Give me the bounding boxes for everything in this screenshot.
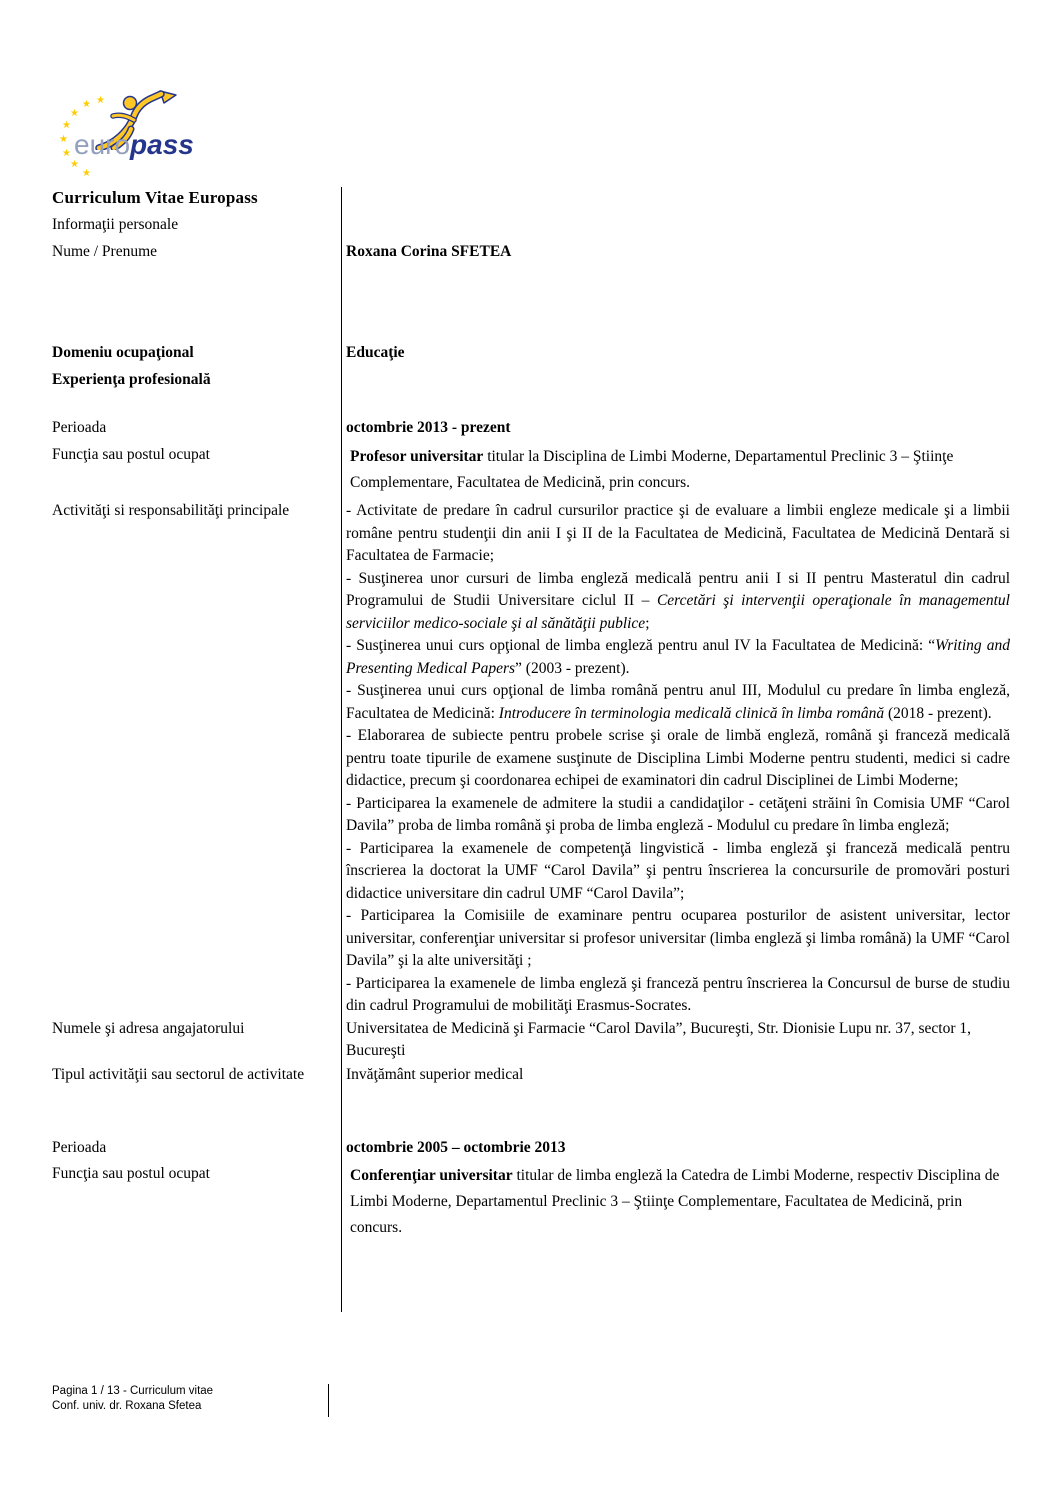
star-icon: ★ xyxy=(70,159,79,170)
row-job2-position xyxy=(52,1163,1010,1241)
page-title: Curriculum Vitae Europass xyxy=(52,188,258,207)
logo-euro-text: euro xyxy=(74,129,131,160)
activity-text: (2018 - prezent). xyxy=(884,704,992,722)
row-title xyxy=(52,187,1010,214)
activity-item: - Elaborarea de subiecte pentru probele scrise şi orale de limbă engleză, română şi franceză medicală pentru toate tipurile de examene susţinute de Disciplina Limbi Moderne pentru studenti, medici si cadre didactice, precum şi coordonarea echipei de examinatori din cadrul Disciplinei de Limbi Moderne; xyxy=(346,727,1010,789)
activity-text: - Susţinerea unui curs opţional de limba română pentru anul III, Modulul cu predare în limba engleză, Facultatea de Medicină: xyxy=(346,682,1010,722)
row-job1-position xyxy=(52,444,1010,500)
experience-heading-spacer xyxy=(341,369,1010,417)
job2-position-value xyxy=(346,1163,1010,1241)
row-occupational-domain xyxy=(52,342,1010,369)
activity-item: - Participarea la examenele de admitere la studii a candidaţilor - cetăţeni străini în Comisia UMF “Carol Davila” proba de limba română şi proba de limba engleză - Modulul cu predare în limba engleză; xyxy=(346,794,1010,834)
experience-heading: Experienţa profesională xyxy=(52,371,211,388)
activity-text: - Susţinerea unui curs opţional de limba engleză pentru anul IV la Facultatea de Medicină: “ xyxy=(346,637,936,654)
row-name xyxy=(52,241,1010,342)
logo-wordmark xyxy=(74,130,194,160)
job1-position-bold: Profesor universitar xyxy=(350,448,484,465)
column-divider xyxy=(341,187,342,1312)
row-job1-period xyxy=(52,417,1010,444)
star-icon: ★ xyxy=(62,148,71,159)
row-job1-employer xyxy=(52,1018,1010,1064)
job2-position-rest: titular de limba engleză la Catedra de Limbi Moderne, respectiv Disciplina de Limbi Moderne, Departamentul Preclinic 3 – Ştiinţe Complementare, Facultatea de Medicină, prin concurs. xyxy=(350,1166,1000,1236)
row-job1-sector xyxy=(52,1064,1010,1137)
footer-author: Conf. univ. dr. Roxana Sfetea xyxy=(52,1400,202,1412)
job2-position-label: Funcţia sau postul ocupat xyxy=(52,1164,210,1182)
name-value: Roxana Corina SFETEA xyxy=(346,243,512,260)
activity-italic-text: Writing and Presenting Medical Papers xyxy=(346,637,1010,677)
activity-item: - Participarea la examenele de competenţă lingvistică - limba engleză şi franceză medicală pentru înscrierea la doctorat la UMF “Carol Davila” şi pentru înscrierea la concursurile de promovări posturi didactice universitare din cadrul UMF “Carol Davila”; xyxy=(346,839,1010,902)
job1-position-rest: titular la Disciplina de Limbi Moderne, Departamentul Preclinic 3 – Ştiinţe Complementare, Facultatea de Medicină, prin concurs. xyxy=(350,448,954,491)
activity-item: - Participarea la examenele de limba engleză şi franceză pentru înscrierea la Concursul de burse de studiu din cadrul Programului de mobilităţi Erasmus-Socrates. xyxy=(346,974,1010,1014)
row-experience-heading xyxy=(52,369,1010,417)
personal-info-label: Informaţii personale xyxy=(52,216,179,233)
job2-period-value: octombrie 2005 – octombrie 2013 xyxy=(346,1138,566,1156)
title-value-spacer xyxy=(341,187,1010,214)
activity-text: ” (2003 - prezent). xyxy=(515,659,630,677)
footer-page-number: Pagina 1 / 13 - Curriculum vitae xyxy=(52,1385,214,1397)
row-personal-info xyxy=(52,214,1010,241)
job1-position-value xyxy=(346,444,1010,496)
europass-logo xyxy=(50,96,200,180)
star-icon: ★ xyxy=(82,99,91,110)
job1-activities-label: Activităţi si responsabilităţi principale xyxy=(52,502,290,519)
job1-period-value: octombrie 2013 - prezent xyxy=(346,419,511,436)
footer-divider xyxy=(328,1384,329,1417)
activity-item xyxy=(346,635,1010,680)
activity-item: - Activitate de predare în cadrul cursurilor practice şi de evaluare a limbii engleze medicale şi a limbii române pentru studenţii din anii I şi II de la Facultatea de Medicină, Facultatea de Medicină Dentară si Facultatea de Farmacie; xyxy=(346,502,1010,564)
job1-sector-value: Invăţământ superior medical xyxy=(346,1065,524,1083)
star-icon: ★ xyxy=(62,120,71,131)
job1-period-label: Perioada xyxy=(52,419,107,436)
job1-position-label: Funcţia sau postul ocupat xyxy=(52,446,210,463)
star-icon: ★ xyxy=(70,108,79,119)
page-footer xyxy=(52,1384,552,1414)
activity-item xyxy=(346,680,1010,725)
activity-item: - Participarea la Comisiile de examinare pentru ocuparea posturilor de asistent universitar, lector universitar, conferenţiar universitar si profesor universitar (limba engleză şi limba română) la UMF “Carol Davila” şi la alte universităţi ; xyxy=(346,907,1010,969)
activity-italic-text: Introducere în terminologia medicală clinică în limba română xyxy=(498,704,885,722)
job1-sector-label: Tipul activităţii sau sectorul de activitate xyxy=(52,1065,305,1083)
job1-employer-value: Universitatea de Medicină şi Farmacie “Carol Davila”, Bucureşti, Str. Dionisie Lupu nr. 37, sector 1, Bucureşti xyxy=(346,1019,972,1059)
occupational-domain-value: Educaţie xyxy=(346,344,405,361)
activity-text: - Susţinerea unor cursuri de limba engleză medicală pentru anii I si II pentru Masteratul din cadrul Programului de Studii Universitare ciclul II – xyxy=(346,569,1010,609)
row-job1-activities xyxy=(52,500,1010,1018)
star-icon: ★ xyxy=(96,95,105,106)
row-job2-period xyxy=(52,1137,1010,1163)
activity-italic-text: Cercetări şi intervenţii operaţionale în managementul serviciilor medico-sociale şi al sănătăţii publice xyxy=(346,592,1010,632)
personal-info-value-spacer xyxy=(341,214,1010,241)
star-icon: ★ xyxy=(82,168,91,179)
job1-employer-label: Numele şi adresa angajatorului xyxy=(52,1019,245,1037)
activity-item xyxy=(346,568,1010,636)
logo-pass-text: pass xyxy=(130,129,194,160)
job2-period-label: Perioada xyxy=(52,1138,107,1156)
occupational-domain-label: Domeniu ocupaţional xyxy=(52,344,194,361)
name-label: Nume / Prenume xyxy=(52,243,158,260)
job2-position-bold: Conferenţiar universitar xyxy=(350,1166,513,1184)
activity-text: ; xyxy=(645,614,650,632)
star-icon: ★ xyxy=(59,134,68,145)
cv-content xyxy=(52,187,1010,1241)
job1-activities-list xyxy=(341,500,1010,1018)
